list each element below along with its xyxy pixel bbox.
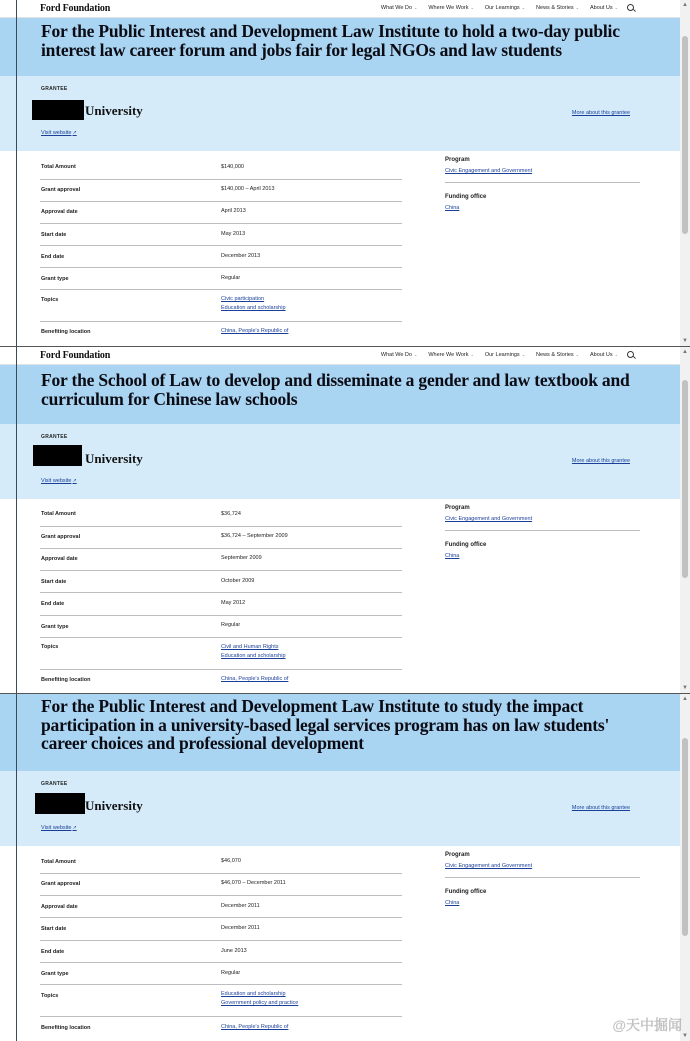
- redacted-name-block: [35, 793, 85, 814]
- detail-value: [221, 327, 288, 336]
- detail-row-grant-approval: [40, 874, 402, 896]
- funding-office-value: [445, 204, 640, 213]
- detail-key: Benefiting location: [41, 677, 91, 683]
- detail-row-grant-approval: [40, 180, 402, 202]
- detail-value: June 2013: [221, 948, 247, 954]
- left-rule: [16, 0, 17, 346]
- scroll-down-icon[interactable]: ▼: [682, 338, 688, 344]
- nav-label: Our Learnings: [484, 352, 520, 358]
- divider: [445, 530, 640, 531]
- detail-value-topics: [221, 295, 286, 313]
- site-header: [0, 0, 680, 18]
- scroll-down-icon[interactable]: ▼: [682, 1033, 688, 1039]
- grant-title: For the Public Interest and Development Law Institute to study the impact participation in a university-based legal services program has on law students' career choices and professional development: [41, 696, 610, 753]
- detail-key: Grant type: [41, 276, 69, 282]
- site-logo[interactable]: Ford Foundation: [40, 350, 111, 361]
- detail-value: [221, 675, 288, 684]
- detail-value: December 2011: [221, 925, 260, 931]
- detail-value: May 2012: [221, 600, 246, 606]
- nav-label: Where We Work: [428, 352, 469, 358]
- detail-key: Grant approval: [41, 187, 81, 193]
- detail-row-approval-date: [40, 549, 402, 571]
- detail-key: Total Amount: [41, 164, 76, 170]
- detail-key: Start date: [41, 232, 67, 238]
- visit-website-link[interactable]: [41, 478, 77, 484]
- detail-row-start-date: [40, 571, 402, 593]
- left-rule: [16, 694, 17, 1041]
- grantee-name: University: [85, 451, 143, 466]
- external-link-icon: ↗: [72, 825, 77, 831]
- detail-value: Regular: [221, 275, 241, 281]
- grant-details: [0, 846, 680, 1041]
- nav-where-we-work[interactable]: [428, 5, 474, 11]
- detail-row-benefiting-location: [40, 322, 402, 344]
- detail-key: Approval date: [41, 556, 78, 562]
- more-about-grantee-link[interactable]: More about this grantee: [571, 458, 630, 464]
- external-link-icon: ↗: [72, 130, 77, 136]
- detail-key: Benefiting location: [41, 1025, 91, 1031]
- program-value: [445, 167, 640, 176]
- nav-label: About Us: [590, 352, 613, 358]
- funding-office-label: Funding office: [445, 542, 487, 548]
- grant-details: [0, 151, 680, 346]
- program-label: Program: [445, 852, 470, 858]
- grant-screenshot-2: [0, 347, 690, 693]
- detail-value: October 2009: [221, 578, 255, 584]
- grantee-band: [0, 771, 680, 846]
- detail-row-start-date: [40, 918, 402, 941]
- program-sidebar: [445, 505, 640, 561]
- nav-our-learnings[interactable]: [485, 5, 525, 11]
- program-value: [445, 862, 640, 871]
- detail-key: Grant approval: [41, 534, 81, 540]
- scrollbar-thumb[interactable]: [682, 738, 688, 936]
- redacted-name-block: [32, 100, 84, 120]
- program-label: Program: [445, 505, 470, 511]
- more-about-grantee-link[interactable]: More about this grantee: [571, 110, 630, 116]
- chevron-down-icon: ⌄: [521, 352, 526, 357]
- detail-value: $140,000 – April 2013: [221, 186, 275, 192]
- topic-link[interactable]: Government policy and practice: [221, 1000, 299, 1006]
- detail-key: Total Amount: [41, 511, 76, 517]
- detail-row-total-amount: [40, 851, 402, 874]
- detail-row-topics: [40, 638, 402, 670]
- detail-value: [221, 1023, 288, 1032]
- detail-row-end-date: [40, 246, 402, 268]
- detail-row-topics: [40, 985, 402, 1017]
- chevron-down-icon: ⌄: [521, 5, 526, 10]
- funding-office-value: [445, 899, 640, 908]
- chevron-down-icon: ⌄: [575, 5, 580, 10]
- nav-our-learnings[interactable]: [485, 352, 525, 358]
- funding-office-label: Funding office: [445, 889, 487, 895]
- detail-row-grant-type: [40, 616, 402, 638]
- grantee-label: GRANTEE: [41, 434, 68, 440]
- location-link[interactable]: China, People's Republic of: [221, 328, 289, 334]
- location-link[interactable]: China, People's Republic of: [221, 676, 289, 682]
- detail-value: September 2009: [221, 555, 262, 561]
- chevron-down-icon: ⌄: [470, 5, 474, 10]
- visit-website-link[interactable]: [41, 825, 77, 831]
- nav-about-us[interactable]: [590, 352, 618, 358]
- nav-label: Our Learnings: [484, 5, 520, 11]
- detail-row-start-date: [40, 224, 402, 246]
- funding-office-value: [445, 552, 640, 561]
- chevron-down-icon: ⌄: [614, 352, 618, 357]
- divider: [445, 182, 640, 183]
- funding-office-label: Funding office: [445, 194, 487, 200]
- scrollbar[interactable]: [680, 347, 690, 693]
- topic-link[interactable]: Civil and Human Rights: [221, 644, 279, 650]
- scrollbar[interactable]: [680, 0, 690, 346]
- detail-row-grant-type: [40, 268, 402, 290]
- grant-title-band: [0, 18, 680, 76]
- nav-label: What We Do: [380, 5, 412, 11]
- grantee-band: [0, 424, 680, 499]
- scrollbar[interactable]: [680, 694, 690, 1041]
- scroll-up-icon[interactable]: ▲: [682, 2, 688, 8]
- main-nav: [381, 5, 618, 11]
- detail-key: Start date: [41, 926, 67, 932]
- nav-news-stories[interactable]: [536, 5, 579, 11]
- detail-row-grant-type: [40, 963, 402, 985]
- scroll-up-icon[interactable]: ▲: [682, 696, 688, 702]
- detail-value: $46,070 – December 2011: [221, 880, 286, 886]
- nav-where-we-work[interactable]: [428, 352, 474, 358]
- visit-website-link[interactable]: [41, 130, 77, 136]
- scrollbar-thumb[interactable]: [682, 36, 688, 234]
- detail-row-benefiting-location: [40, 670, 402, 692]
- detail-value: Regular: [221, 622, 241, 628]
- grantee-band: [0, 76, 680, 151]
- more-about-grantee-link[interactable]: More about this grantee: [571, 805, 630, 811]
- nav-label: Where We Work: [428, 5, 469, 11]
- chevron-down-icon: ⌄: [614, 5, 618, 10]
- detail-key: End date: [41, 949, 65, 955]
- detail-row-topics: [40, 290, 402, 322]
- topic-link[interactable]: Civic participation: [221, 296, 265, 302]
- nav-news-stories[interactable]: [536, 352, 579, 358]
- nav-about-us[interactable]: [590, 5, 618, 11]
- detail-value: $46,070: [221, 858, 241, 864]
- external-link-icon: ↗: [72, 478, 77, 484]
- grantee-name: University: [85, 103, 143, 118]
- detail-key: Start date: [41, 579, 67, 585]
- left-rule: [16, 347, 17, 693]
- grant-title: For the Public Interest and Development Law Institute to hold a two-day public interest law career forum and jobs fair for legal NGOs and law students: [41, 21, 620, 60]
- nav-label: News & Stories: [536, 5, 574, 11]
- detail-value: May 2013: [221, 231, 246, 237]
- topic-link[interactable]: Education and scholarship: [221, 653, 286, 659]
- scroll-up-icon[interactable]: ▲: [682, 349, 688, 355]
- chevron-down-icon: ⌄: [413, 5, 418, 10]
- detail-row-approval-date: [40, 202, 402, 224]
- site-header: [0, 347, 680, 365]
- detail-key: Benefiting location: [41, 329, 91, 335]
- nav-what-we-do[interactable]: [381, 5, 417, 11]
- program-link[interactable]: Civic Engagement and Government: [445, 516, 533, 522]
- detail-value: $140,000: [221, 164, 244, 170]
- detail-key: End date: [41, 601, 65, 607]
- chevron-down-icon: ⌄: [575, 352, 580, 357]
- program-label: Program: [445, 157, 470, 163]
- link-label: Visit website: [41, 825, 72, 831]
- topic-link[interactable]: Education and scholarship: [221, 305, 286, 311]
- detail-key: Total Amount: [41, 859, 76, 865]
- topic-link[interactable]: Education and scholarship: [221, 991, 286, 997]
- link-label: Visit website: [41, 478, 72, 484]
- detail-row-end-date: [40, 593, 402, 616]
- detail-row-total-amount: [40, 157, 402, 180]
- scroll-down-icon[interactable]: ▼: [682, 685, 688, 691]
- detail-key: Grant approval: [41, 881, 81, 887]
- detail-key: Topics: [41, 644, 59, 650]
- grantee-label: GRANTEE: [41, 86, 68, 92]
- nav-label: About Us: [590, 5, 613, 11]
- program-sidebar: [445, 852, 640, 908]
- grant-screenshot-1: [0, 0, 690, 346]
- detail-value: Regular: [221, 970, 241, 976]
- detail-value-topics: [221, 990, 298, 1008]
- detail-value-topics: [221, 643, 286, 661]
- funding-office-link[interactable]: China: [445, 900, 460, 906]
- main-nav: [381, 352, 618, 358]
- scrollbar-thumb[interactable]: [682, 380, 688, 578]
- search-icon[interactable]: [627, 351, 636, 360]
- detail-row-benefiting-location: [40, 1017, 402, 1039]
- chevron-down-icon: ⌄: [413, 352, 418, 357]
- detail-key: Grant type: [41, 624, 69, 630]
- chevron-down-icon: ⌄: [470, 352, 474, 357]
- detail-key: Topics: [41, 297, 59, 303]
- search-icon[interactable]: [627, 4, 636, 13]
- grant-details: [0, 499, 680, 693]
- program-sidebar: [445, 157, 640, 213]
- grant-title-band: [0, 694, 680, 771]
- watermark: @天中掘闻: [612, 1017, 682, 1033]
- funding-office-link[interactable]: China: [445, 553, 460, 559]
- detail-value: December 2011: [221, 903, 260, 909]
- nav-label: What We Do: [380, 352, 412, 358]
- detail-key: Approval date: [41, 904, 78, 910]
- grant-title-band: [0, 365, 680, 424]
- detail-key: Approval date: [41, 209, 78, 215]
- detail-key: End date: [41, 254, 65, 260]
- detail-key: Grant type: [41, 971, 69, 977]
- funding-office-link[interactable]: China: [445, 205, 460, 211]
- grantee-name: University: [85, 798, 143, 813]
- detail-value: $36,724 – September 2009: [221, 533, 288, 539]
- detail-value: $36,724: [221, 511, 241, 517]
- detail-value: April 2013: [221, 208, 246, 214]
- program-value: [445, 515, 640, 524]
- link-label: Visit website: [41, 130, 72, 136]
- detail-row-grant-approval: [40, 527, 402, 549]
- nav-what-we-do[interactable]: [381, 352, 417, 358]
- program-link[interactable]: Civic Engagement and Government: [445, 168, 533, 174]
- grant-title: For the School of Law to develop and disseminate a gender and law textbook and curriculum for Chinese law schools: [41, 370, 630, 409]
- grant-screenshot-3: [0, 694, 690, 1041]
- grantee-label: GRANTEE: [41, 781, 68, 787]
- detail-row-end-date: [40, 941, 402, 963]
- detail-key: Topics: [41, 993, 59, 999]
- detail-row-total-amount: [40, 504, 402, 527]
- program-link[interactable]: Civic Engagement and Government: [445, 863, 533, 869]
- detail-row-approval-date: [40, 896, 402, 918]
- redacted-name-block: [33, 445, 82, 466]
- location-link[interactable]: China, People's Republic of: [221, 1024, 289, 1030]
- detail-value: December 2013: [221, 253, 261, 259]
- nav-label: News & Stories: [536, 352, 574, 358]
- site-logo[interactable]: Ford Foundation: [40, 3, 111, 14]
- divider: [445, 877, 640, 878]
